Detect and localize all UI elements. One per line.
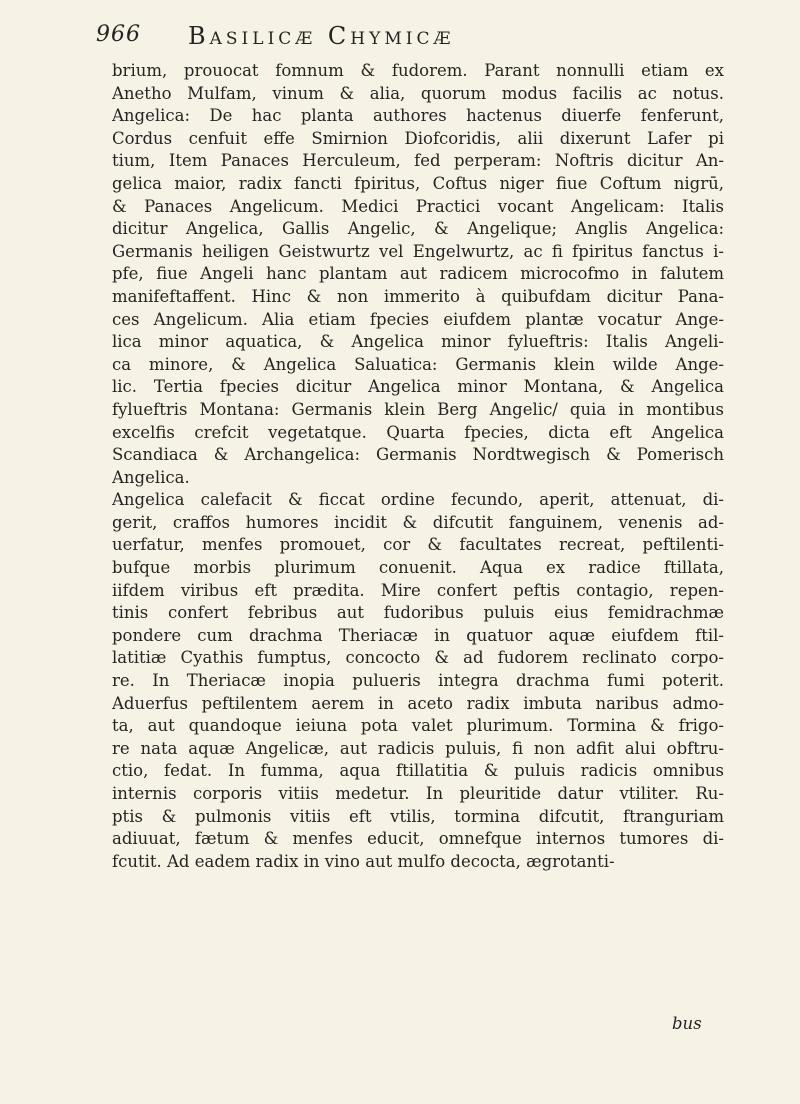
text-line: Angelica. — [112, 467, 190, 487]
text-line: fcutit. Ad eadem radix in vino aut mulfo decocta, ægrotanti- — [112, 851, 615, 871]
text-line: internis corporis vitiis medetur. In pleuritide datur vtiliter. Ru- — [112, 784, 724, 803]
catchword: bus — [672, 1014, 702, 1033]
text-line: lica minor aquatica, & Angelica minor fylueftris: Italis Angeli- — [112, 332, 724, 352]
text-line: Cordus cenfuit effe Smirnion Diofcoridis, alii dixerunt Lafer pi — [112, 128, 724, 148]
text-body — [112, 60, 724, 873]
text-line: re. In Theriacæ inopia pulueris integra drachma fumi poterit. — [112, 671, 724, 691]
text-line: adiuuat, fætum & menfes educit, omnefque internos tumores di- — [112, 829, 724, 849]
text-line: pfe, fiue Angeli hanc plantam aut radicem microcofmo in falutem — [112, 264, 724, 284]
text-line: Aduerfus peftilentem aerem in aceto radix imbuta naribus admo- — [112, 693, 724, 713]
text-line: excelfis crefcit vegetatque. Quarta fpecies, dicta eft Angelica — [112, 422, 724, 442]
text-line: fylueftris Montana: Germanis klein Berg Angelic/ quia in montibus — [112, 399, 724, 419]
text-line: latitiæ Cyathis fumptus, concocto & ad fudorem reclinato corpo- — [112, 648, 724, 668]
text-line: brium, prouocat fomnum & fudorem. Parant nonnulli etiam ex — [112, 61, 724, 80]
text-line: Anetho Mulfam, vinum & alia, quorum modus facilis ac notus. — [112, 83, 724, 103]
page-number: 966 — [96, 22, 141, 47]
text-line: ptis & pulmonis vitiis eft vtilis, tormina difcutit, ftranguriam — [112, 806, 724, 826]
text-line: dicitur Angelica, Gallis Angelic, & Angelique; Anglis Angelica: — [112, 219, 724, 239]
text-line: lic. Tertia fpecies dicitur Angelica minor Montana, & Angelica — [112, 377, 724, 397]
text-line: Angelica calefacit & ficcat ordine fecundo, aperit, attenuat, di- — [112, 490, 724, 510]
text-line: gelica maior, radix fancti fpiritus, Coftus niger fiue Coftum nigrū, — [112, 173, 724, 193]
text-line: ta, aut quandoque ieiuna pota valet plurimum. Tormina & frigo- — [112, 716, 724, 736]
text-line: manifeftaffent. Hinc & non immerito à quibufdam dicitur Pana- — [112, 286, 724, 306]
text-line: iifdem viribus eft prædita. Mire confert peftis contagio, repen- — [112, 580, 724, 600]
text-line: Germanis heiligen Geistwurtz vel Engelwurtz, ac fi fpiritus fanctus i- — [112, 241, 724, 261]
text-line: pondere cum drachma Theriacæ in quatuor aquæ eiufdem ftil- — [112, 625, 724, 645]
page-header — [96, 22, 696, 56]
text-line: tium, Item Panaces Herculeum, fed perperam: Noftris dicitur An- — [112, 151, 724, 171]
text-line: ctio, fedat. In fumma, aqua ftillatitia & puluis radicis omnibus — [112, 761, 724, 781]
text-line: re nata aquæ Angelicæ, aut radicis puluis, fi non adfit alui obftru- — [112, 738, 724, 758]
text-line: ces Angelicum. Alia etiam fpecies eiufdem plantæ vocatur Ange- — [112, 309, 724, 329]
text-line: Scandiaca & Archangelica: Germanis Nordtwegisch & Pomerisch — [112, 445, 724, 465]
text-line: bufque morbis plurimum conuenit. Aqua ex radice ftillata, — [112, 558, 724, 578]
text-line: uerfatur, menfes promouet, cor & facultates recreat, peftilenti- — [112, 535, 724, 555]
text-line: ca minore, & Angelica Saluatica: Germanis klein wilde Ange- — [112, 354, 724, 374]
text-line: tinis confert febribus aut fudoribus puluis eius femidrachmæ — [112, 603, 724, 623]
text-line: gerit, craffos humores incidit & difcutit fanguinem, venenis ad- — [112, 512, 724, 532]
text-line: Angelica: De hac planta authores hactenus diuerfe fenferunt, — [112, 106, 724, 126]
running-title: Basilicæ Chymicæ — [188, 22, 455, 50]
text-line: & Panaces Angelicum. Medici Practici vocant Angelicam: Italis — [112, 196, 724, 216]
